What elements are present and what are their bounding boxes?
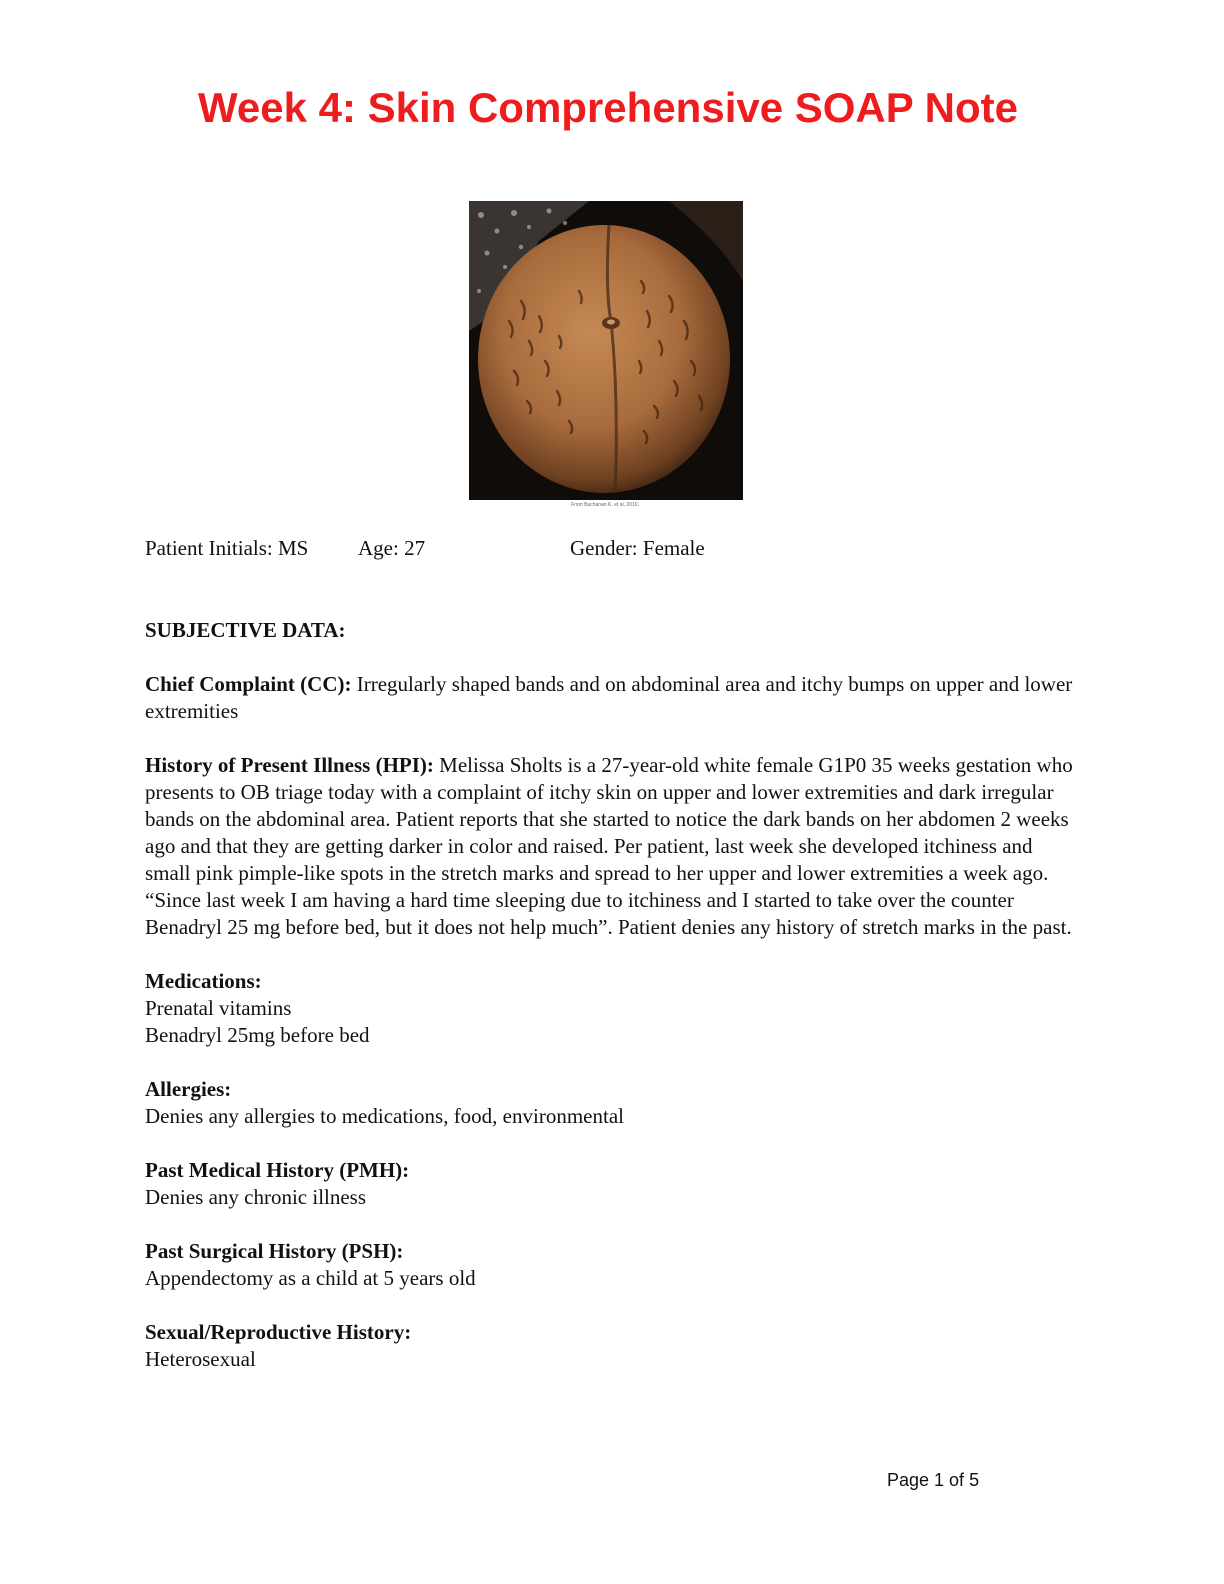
patient-gender: Gender: Female	[570, 536, 705, 560]
medications-section	[145, 968, 1075, 1049]
figure-caption: From Buchanan K. et al, 2010.	[571, 502, 639, 508]
abdomen-striae-photo	[469, 201, 743, 500]
allergies-section	[145, 1076, 1075, 1130]
medication-item: Prenatal vitamins	[145, 996, 292, 1020]
hpi-text: Melissa Sholts is a 27-year-old white female G1P0 35 weeks gestation who presents to OB triage today with a complaint of itchy skin on upper and lower extremities and dark irregular bands on the abdominal area. Patient reports that she started to notice the dark bands on her abdomen 2 weeks ago and that they are getting darker in color and raised. Per patient, last week she developed itchiness and small pink pimple-like spots in the stretch marks and spread to her upper and lower extremities a week ago. “Since last week I am having a hard time sleeping due to itchiness and I started to take over the counter Benadryl 25 mg before bed, but it does not help much”. Patient denies any history of stretch marks in the past.	[145, 753, 1073, 939]
document-body	[145, 617, 1075, 1400]
patient-initials: Patient Initials: MS	[145, 536, 309, 560]
psh-label: Past Surgical History (PSH):	[145, 1239, 404, 1263]
sexual-history-text: Heterosexual	[145, 1347, 256, 1371]
chief-complaint-section	[145, 671, 1075, 725]
cc-label: Chief Complaint (CC):	[145, 672, 352, 696]
medication-item: Benadryl 25mg before bed	[145, 1023, 370, 1047]
patient-age: Age: 27	[358, 536, 426, 560]
medications-label: Medications:	[145, 969, 262, 993]
allergies-label: Allergies:	[145, 1077, 232, 1101]
subjective-heading: SUBJECTIVE DATA:	[145, 618, 346, 642]
hpi-section	[145, 752, 1075, 941]
psh-section	[145, 1238, 1075, 1292]
hpi-label: History of Present Illness (HPI):	[145, 753, 434, 777]
psh-text: Appendectomy as a child at 5 years old	[145, 1266, 476, 1290]
document-title: Week 4: Skin Comprehensive SOAP Note	[197, 84, 1019, 131]
allergies-text: Denies any allergies to medications, food, environmental	[145, 1104, 624, 1128]
pmh-text: Denies any chronic illness	[145, 1185, 367, 1209]
cc-text: Irregularly shaped bands and on abdominal area and itchy bumps on upper and lower extremities	[145, 672, 1073, 723]
sexual-history-section	[145, 1319, 1075, 1373]
pmh-label: Past Medical History (PMH):	[145, 1158, 410, 1182]
pmh-section	[145, 1157, 1075, 1211]
page-number: Page 1 of 5	[887, 1470, 980, 1490]
sexual-history-label: Sexual/Reproductive History:	[145, 1320, 412, 1344]
